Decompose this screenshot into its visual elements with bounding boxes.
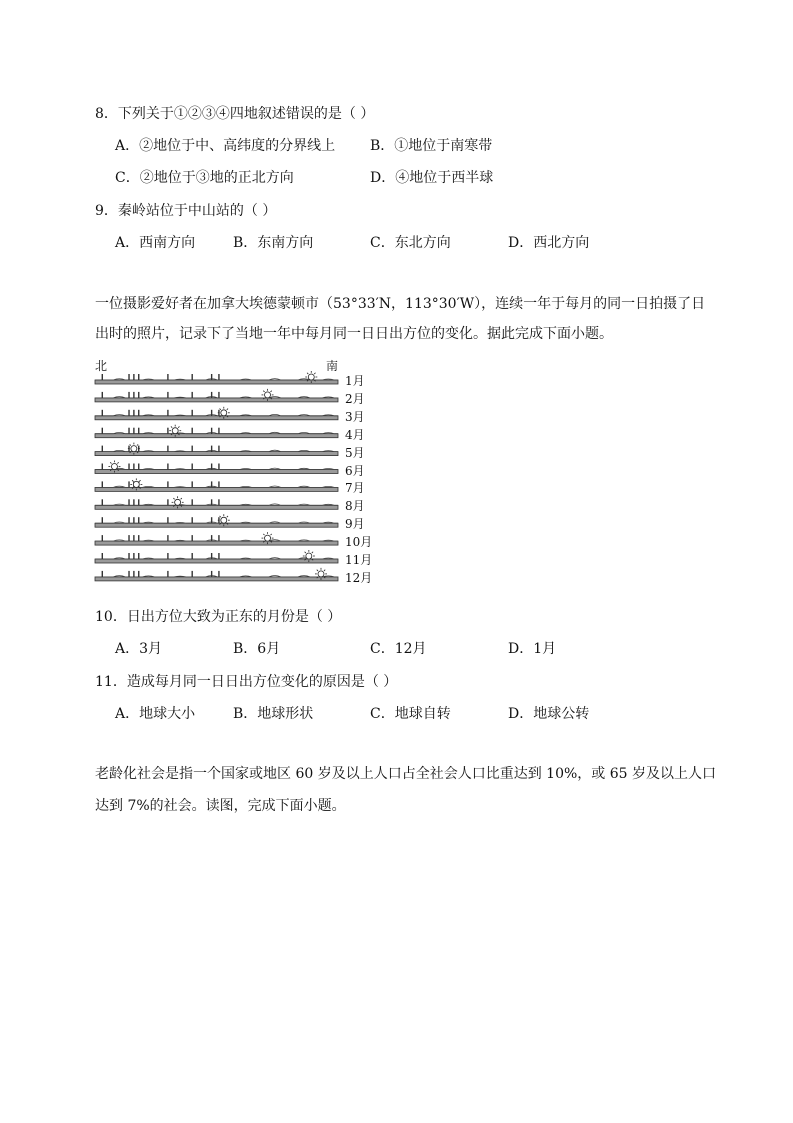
month-label: 8月 — [345, 499, 365, 514]
sun-icon — [218, 407, 230, 419]
q10-option-d: D．1月 — [508, 641, 557, 657]
ground-band — [95, 577, 338, 581]
sun-icon — [303, 550, 315, 562]
ground-band — [95, 380, 338, 384]
horizon-strip — [95, 514, 338, 527]
intro1-line1: 一位摄影爱好者在加拿大埃德蒙顿市（53°33′N，113°30′W），连续一年于每月的同一日拍摄了日 — [95, 296, 706, 312]
month-label: 10月 — [345, 535, 373, 550]
q10-option-b: B．6月 — [233, 641, 281, 657]
horizon-strip — [95, 461, 338, 474]
horizon-strip — [95, 550, 338, 563]
q8-option-b: B．①地位于南寒带 — [370, 138, 493, 154]
ground-band — [95, 470, 338, 474]
month-label: 6月 — [345, 463, 365, 478]
q10-option-c: C．12月 — [370, 641, 427, 657]
horizon-strip — [95, 443, 338, 456]
sun-icon — [262, 389, 274, 401]
sun-icon — [128, 443, 140, 455]
q9-stem: 9．秦岭站位于中山站的（ ） — [95, 203, 277, 219]
horizon-strip — [95, 496, 338, 509]
horizon-strip — [95, 371, 338, 384]
month-label: 1月 — [345, 374, 365, 388]
q8-option-a: A．②地位于中、高纬度的分界线上 — [115, 138, 336, 154]
q10-stem: 10．日出方位大致为正东的月份是（ ） — [95, 609, 342, 625]
month-label: 12月 — [345, 570, 373, 585]
month-label: 9月 — [345, 517, 365, 532]
month-label: 3月 — [345, 409, 365, 424]
q11-stem: 11．造成每月同一日日出方位变化的原因是（ ） — [95, 674, 398, 690]
sun-icon — [172, 496, 184, 508]
month-label: 7月 — [345, 481, 365, 496]
month-label: 11月 — [345, 553, 373, 567]
horizon-strip — [95, 389, 338, 402]
ground-band — [95, 487, 338, 491]
q11-option-c: C．地球自转 — [370, 706, 451, 722]
ground-band — [95, 523, 338, 527]
figure-south-label: 南 — [326, 359, 339, 373]
intro2-line1: 老龄化社会是指一个国家或地区 60 岁及以上人口占全社会人口比重达到 10%，或 65 岁及以上人口 — [95, 766, 716, 782]
sun-icon — [108, 461, 120, 473]
q9-option-d: D．西北方向 — [508, 235, 590, 251]
figure-north-label: 北 — [95, 359, 108, 373]
ground-band — [95, 398, 338, 402]
ground-band — [95, 505, 338, 509]
q8-option-c: C．②地位于③地的正北方向 — [115, 170, 294, 186]
sun-icon — [262, 532, 274, 544]
q8-stem: 8．下列关于①②③④四地叙述错误的是（ ） — [95, 106, 375, 122]
intro2-line2: 达到 7%的社会。读图，完成下面小题。 — [95, 798, 346, 814]
ground-band — [95, 416, 338, 420]
q9-option-a: A．西南方向 — [115, 235, 196, 251]
horizon-strip — [95, 532, 338, 545]
sun-icon — [305, 371, 317, 383]
sun-icon — [315, 568, 327, 580]
ground-band — [95, 434, 338, 438]
ground-band — [95, 541, 338, 545]
q11-option-a: A．地球大小 — [115, 706, 196, 722]
month-label: 2月 — [345, 391, 365, 406]
sun-icon — [218, 514, 230, 526]
sun-icon — [169, 425, 181, 437]
q11-option-d: D．地球公转 — [508, 706, 590, 722]
horizon-strip — [95, 407, 338, 420]
q9-option-b: B．东南方向 — [233, 235, 314, 251]
ground-band — [95, 559, 338, 563]
horizon-strip — [95, 478, 338, 491]
ground-band — [95, 452, 338, 456]
q9-option-c: C．东北方向 — [370, 235, 451, 251]
q11-option-b: B．地球形状 — [233, 706, 314, 722]
month-label: 5月 — [345, 445, 365, 460]
q8-option-d: D．④地位于西半球 — [370, 170, 494, 186]
q10-option-a: A．3月 — [115, 641, 163, 657]
month-label: 4月 — [345, 427, 365, 442]
sun-icon — [130, 478, 142, 490]
horizon-strip — [95, 568, 338, 581]
intro1-line2: 出时的照片，记录下了当地一年中每月同一日日出方位的变化。据此完成下面小题。 — [95, 326, 613, 342]
horizon-strip — [95, 425, 338, 438]
